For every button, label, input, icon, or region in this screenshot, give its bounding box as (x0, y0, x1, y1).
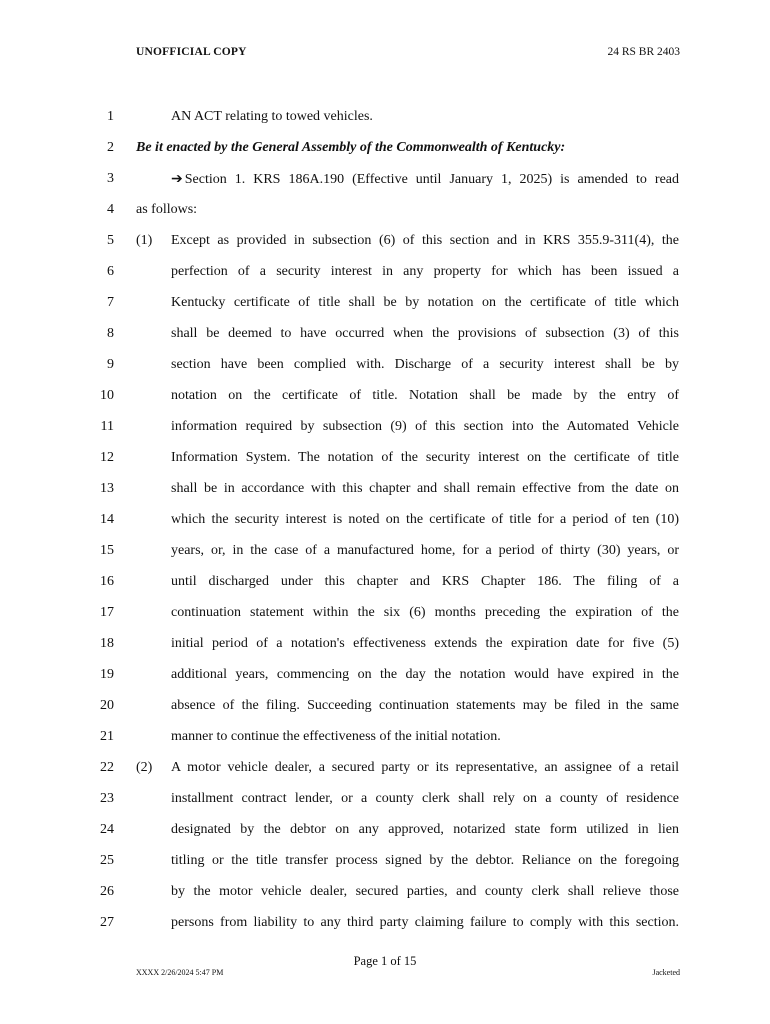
line-text: manner to continue the effectiveness of the initial notation. (171, 729, 501, 744)
footer-draft-stamp: XXXX 2/26/2024 5:47 PM (136, 968, 224, 977)
footer-status: Jacketed (652, 968, 680, 977)
line-22 (0, 754, 770, 785)
line-text: Kentucky certificate of title shall be by notation on the certificate of title which (171, 295, 679, 310)
line-number: 2 (107, 140, 114, 155)
line-7 (0, 289, 770, 320)
header-right: 24 RS BR 2403 (607, 46, 680, 58)
line-14 (0, 506, 770, 537)
arrow-icon: ➔ (171, 172, 183, 187)
subsection-marker: (1) (136, 233, 153, 248)
line-15 (0, 537, 770, 568)
line-number: 1 (107, 109, 114, 124)
line-9 (0, 351, 770, 382)
line-6 (0, 258, 770, 289)
line-text: A motor vehicle dealer, a secured party or its representative, an assignee of a retail (171, 760, 679, 775)
line-number: 26 (100, 884, 114, 899)
line-text: titling or the title transfer process signed by the debtor. Reliance on the foregoing (171, 853, 679, 868)
line-number: 18 (100, 636, 114, 651)
section-heading (171, 171, 679, 188)
line-number: 8 (107, 326, 114, 341)
line-3 (0, 165, 770, 196)
line-text: years, or, in the case of a manufactured home, for a period of thirty (30) years, or (171, 543, 679, 558)
line-number: 10 (100, 388, 114, 403)
line-number: 24 (100, 822, 114, 837)
line-10 (0, 382, 770, 413)
line-number: 16 (100, 574, 114, 589)
line-number: 7 (107, 295, 114, 310)
line-text: which the security interest is noted on the certificate of title for a period of ten (10) (171, 512, 679, 527)
line-number: 3 (107, 171, 114, 186)
line-18 (0, 630, 770, 661)
line-number: 9 (107, 357, 114, 372)
line-text: shall be in accordance with this chapter and shall remain effective from the date on (171, 481, 679, 496)
line-text: absence of the filing. Succeeding continuation statements may be filed in the same (171, 698, 679, 713)
line-25 (0, 847, 770, 878)
line-number: 15 (100, 543, 114, 558)
line-13 (0, 475, 770, 506)
line-23 (0, 785, 770, 816)
subsection-marker: (2) (136, 760, 153, 775)
line-text: initial period of a notation's effectiveness extends the expiration date for five (5) (171, 636, 679, 651)
line-text: as follows: (136, 202, 198, 217)
line-27 (0, 909, 770, 940)
line-text: additional years, commencing on the day the notation would have expired in the (171, 667, 679, 682)
line-text: section have been complied with. Discharge of a security interest shall be by (171, 357, 679, 372)
line-number: 5 (107, 233, 114, 248)
line-text: until discharged under this chapter and KRS Chapter 186. The filing of a (171, 574, 679, 589)
line-4 (0, 196, 770, 227)
section-heading-text: Section 1. KRS 186A.190 (Effective until January 1, 2025) is amended to read (184, 172, 679, 187)
line-number: 12 (100, 450, 114, 465)
line-number: 21 (100, 729, 114, 744)
line-text: persons from liability to any third party claiming failure to comply with this section. (171, 915, 679, 930)
line-number: 17 (100, 605, 114, 620)
line-number: 27 (100, 915, 114, 930)
line-1 (0, 103, 770, 134)
enacting-clause: Be it enacted by the General Assembly of the Commonwealth of Kentucky: (136, 140, 566, 155)
header-left: UNOFFICIAL COPY (136, 46, 247, 58)
line-number: 13 (100, 481, 114, 496)
line-number: 25 (100, 853, 114, 868)
line-text: information required by subsection (9) of this section into the Automated Vehicle (171, 419, 679, 434)
line-number: 14 (100, 512, 114, 527)
line-5 (0, 227, 770, 258)
line-11 (0, 413, 770, 444)
line-24 (0, 816, 770, 847)
document-body (0, 103, 770, 940)
line-21 (0, 723, 770, 754)
line-19 (0, 661, 770, 692)
line-number: 19 (100, 667, 114, 682)
line-text: by the motor vehicle dealer, secured parties, and county clerk shall relieve those (171, 884, 679, 899)
act-title: AN ACT relating to towed vehicles. (171, 109, 373, 124)
line-text: continuation statement within the six (6) months preceding the expiration of the (171, 605, 679, 620)
line-text: perfection of a security interest in any property for which has been issued a (171, 264, 679, 279)
line-text: Information System. The notation of the security interest on the certificate of title (171, 450, 679, 465)
line-number: 22 (100, 760, 114, 775)
line-12 (0, 444, 770, 475)
line-number: 20 (100, 698, 114, 713)
line-16 (0, 568, 770, 599)
line-8 (0, 320, 770, 351)
line-number: 23 (100, 791, 114, 806)
line-20 (0, 692, 770, 723)
line-text: Except as provided in subsection (6) of this section and in KRS 355.9-311(4), the (171, 233, 679, 248)
line-number: 6 (107, 264, 114, 279)
line-number: 11 (100, 419, 114, 434)
line-26 (0, 878, 770, 909)
line-17 (0, 599, 770, 630)
line-text: notation on the certificate of title. Notation shall be made by the entry of (171, 388, 679, 403)
line-text: installment contract lender, or a county clerk shall rely on a county of residence (171, 791, 679, 806)
line-text: designated by the debtor on any approved, notarized state form utilized in lien (171, 822, 679, 837)
line-2 (0, 134, 770, 165)
line-number: 4 (107, 202, 114, 217)
line-text: shall be deemed to have occurred when the provisions of subsection (3) of this (171, 326, 679, 341)
page-number: Page 1 of 15 (353, 954, 417, 968)
